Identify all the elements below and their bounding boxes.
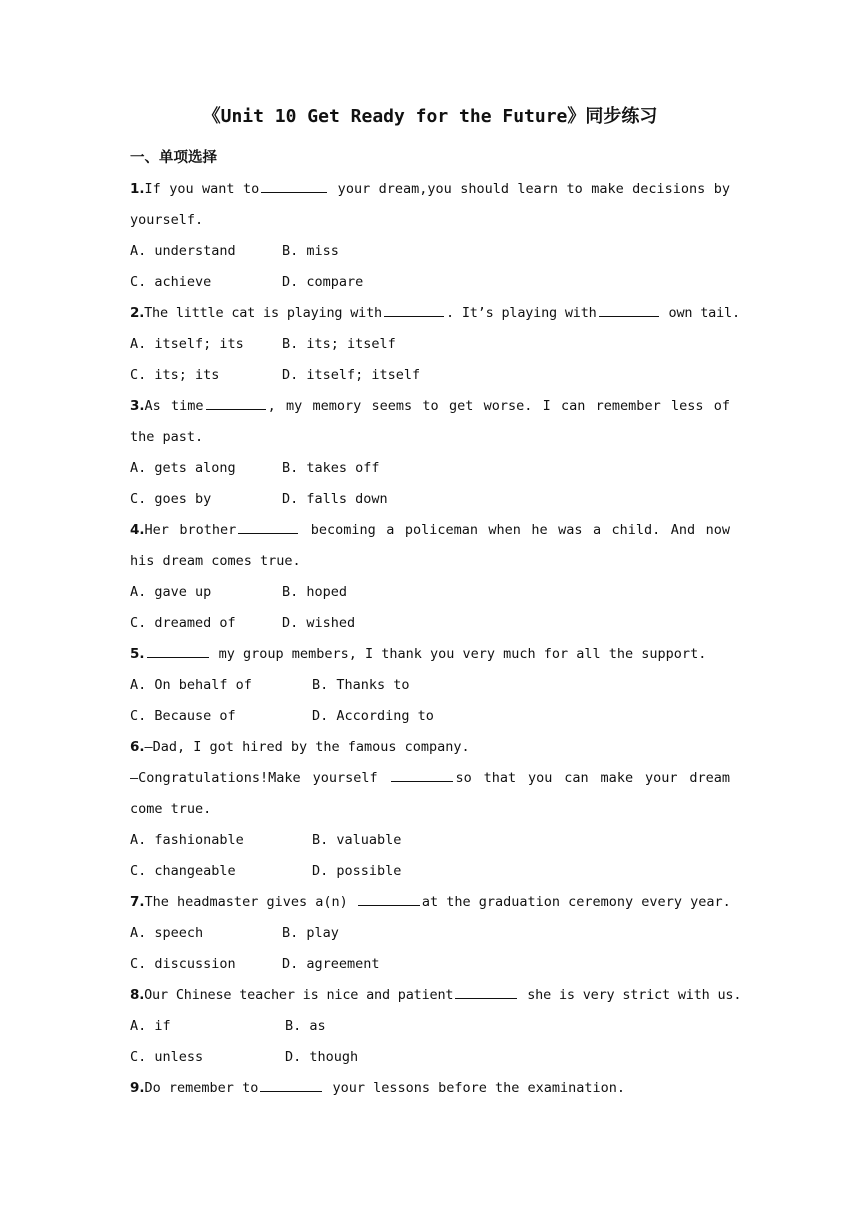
options-row bbox=[130, 856, 730, 887]
question-number: 9. bbox=[130, 1080, 145, 1096]
options-row bbox=[130, 577, 730, 608]
question-text: so that you can make your dream come true. bbox=[130, 770, 730, 817]
question-number: 2. bbox=[130, 305, 145, 321]
option-b: B. hoped bbox=[282, 584, 348, 600]
option-d: D. agreement bbox=[282, 956, 380, 972]
options-row bbox=[130, 329, 730, 360]
option-d: D. falls down bbox=[282, 491, 388, 507]
question-4 bbox=[130, 515, 730, 577]
options-row bbox=[130, 267, 730, 298]
question-number: 5. bbox=[130, 646, 145, 662]
question-8 bbox=[130, 980, 742, 1011]
option-c: C. its; its bbox=[130, 367, 220, 383]
answer-blank bbox=[261, 176, 327, 193]
option-c: C. dreamed of bbox=[130, 615, 236, 631]
question-7 bbox=[130, 887, 730, 918]
options-row bbox=[130, 1011, 730, 1042]
question-text: Our Chinese teacher is nice and patient bbox=[144, 987, 454, 1003]
question-2 bbox=[130, 298, 740, 329]
question-text: Her brother bbox=[144, 522, 237, 538]
dialogue-line-1: —Dad, I got hired by the famous company. bbox=[144, 739, 470, 755]
options-row bbox=[130, 453, 730, 484]
option-a: A. gets along bbox=[130, 460, 236, 476]
option-d: D. According to bbox=[312, 708, 434, 724]
question-6-response bbox=[130, 763, 730, 825]
question-text: As time bbox=[144, 398, 204, 414]
options-row bbox=[130, 825, 730, 856]
question-number: 6. bbox=[130, 739, 145, 755]
question-text: own tail. bbox=[660, 305, 740, 321]
question-number: 1. bbox=[130, 181, 145, 197]
options-row bbox=[130, 701, 730, 732]
options-row bbox=[130, 360, 730, 391]
question-text: she is very strict with us. bbox=[519, 987, 742, 1003]
question-text: If you want to bbox=[144, 181, 260, 197]
question-text: The headmaster gives a(n) bbox=[144, 894, 356, 910]
question-text: at the graduation ceremony every year. bbox=[421, 894, 731, 910]
answer-blank bbox=[260, 1075, 322, 1092]
question-3 bbox=[130, 391, 730, 453]
options-row bbox=[130, 608, 730, 639]
option-c: C. discussion bbox=[130, 956, 236, 972]
option-b: B. its; itself bbox=[282, 336, 396, 352]
question-text: becoming a policeman when he was a child. And now his dream comes true. bbox=[130, 522, 731, 569]
question-text: The little cat is playing with bbox=[144, 305, 382, 321]
answer-blank bbox=[238, 517, 298, 534]
option-c: C. goes by bbox=[130, 491, 212, 507]
option-d: D. possible bbox=[312, 863, 402, 879]
question-text: . It’s playing with bbox=[445, 305, 597, 321]
option-a: A. itself; its bbox=[130, 336, 244, 352]
question-1 bbox=[130, 174, 730, 236]
section-heading: 一、单项选择 bbox=[130, 150, 217, 166]
question-number: 3. bbox=[130, 398, 145, 414]
options-row bbox=[130, 236, 730, 267]
option-b: B. takes off bbox=[282, 460, 380, 476]
question-6 bbox=[130, 732, 730, 763]
option-d: D. itself; itself bbox=[282, 367, 421, 383]
option-b: B. miss bbox=[282, 243, 339, 259]
question-9 bbox=[130, 1073, 730, 1104]
question-text: —Congratulations!Make yourself bbox=[130, 770, 390, 786]
option-d: D. though bbox=[285, 1049, 359, 1065]
options-row bbox=[130, 670, 730, 701]
option-b: B. as bbox=[285, 1018, 326, 1034]
question-text: my group members, I thank you very much for all the support. bbox=[210, 646, 707, 662]
option-a: A. speech bbox=[130, 925, 204, 941]
page-title: 《Unit 10 Get Ready for the Future》同步练习 bbox=[202, 106, 658, 127]
answer-blank bbox=[455, 982, 517, 999]
options-row bbox=[130, 949, 730, 980]
question-number: 8. bbox=[130, 987, 145, 1003]
option-c: C. Because of bbox=[130, 708, 236, 724]
option-b: B. play bbox=[282, 925, 339, 941]
option-a: A. gave up bbox=[130, 584, 212, 600]
option-c: C. unless bbox=[130, 1049, 204, 1065]
option-b: B. Thanks to bbox=[312, 677, 410, 693]
question-text: your dream,you should learn to make decisions by yourself. bbox=[130, 181, 730, 228]
question-text: Do remember to bbox=[144, 1080, 259, 1096]
question-number: 7. bbox=[130, 894, 145, 910]
question-5 bbox=[130, 639, 730, 670]
options-row bbox=[130, 484, 730, 515]
option-d: D. compare bbox=[282, 274, 364, 290]
question-text: , my memory seems to get worse. I can remember less of the past. bbox=[130, 398, 730, 445]
question-text: your lessons before the examination. bbox=[324, 1080, 626, 1096]
option-a: A. On behalf of bbox=[130, 677, 252, 693]
options-row bbox=[130, 1042, 730, 1073]
answer-blank bbox=[206, 393, 266, 410]
option-b: B. valuable bbox=[312, 832, 402, 848]
option-a: A. if bbox=[130, 1018, 171, 1034]
option-d: D. wished bbox=[282, 615, 356, 631]
option-c: C. changeable bbox=[130, 863, 236, 879]
answer-blank bbox=[384, 300, 444, 317]
option-a: A. understand bbox=[130, 243, 236, 259]
answer-blank bbox=[391, 765, 453, 782]
option-a: A. fashionable bbox=[130, 832, 244, 848]
answer-blank bbox=[147, 641, 209, 658]
question-number: 4. bbox=[130, 522, 145, 538]
answer-blank bbox=[599, 300, 659, 317]
exercise-content bbox=[130, 143, 742, 1104]
options-row bbox=[130, 918, 730, 949]
answer-blank bbox=[358, 889, 420, 906]
option-c: C. achieve bbox=[130, 274, 212, 290]
